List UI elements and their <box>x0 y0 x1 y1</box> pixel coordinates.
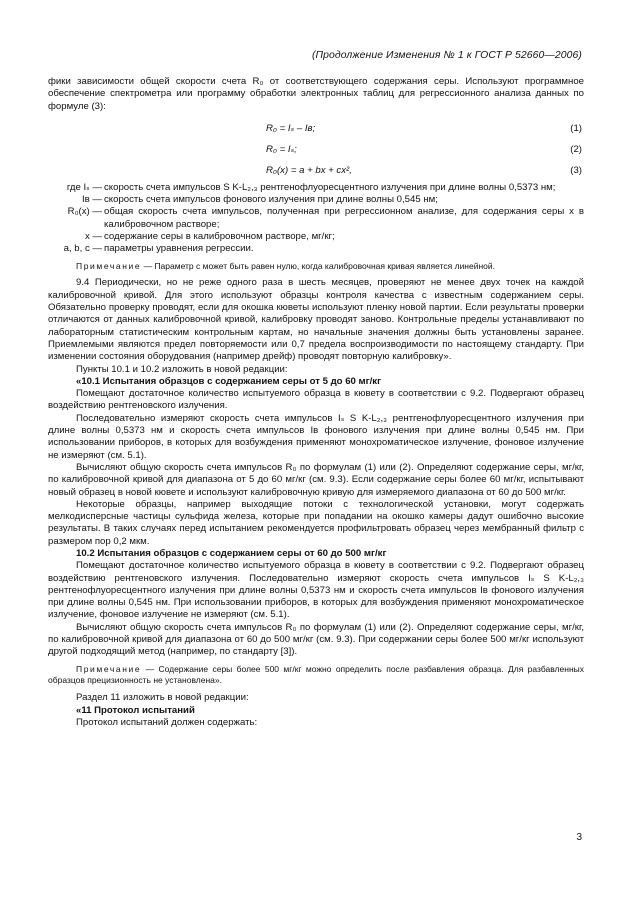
note-text: — Параметр c может быть равен нулю, когда калибровочная кривая является линейной. <box>143 260 496 271</box>
note-label: Примечание <box>76 663 142 674</box>
formula-3 <box>48 161 584 182</box>
paragraph-11-a: Протокол испытаний должен содержать: <box>76 716 258 728</box>
document-body <box>48 76 584 729</box>
amendment-instruction: Пункты 10.1 и 10.2 изложить в новой редакции: <box>76 363 288 375</box>
paragraph-10-1-c: Вычисляют общую скорость счета импульсов R₀ по формулам (1) или (2). Определяют содержание серы, мг/кг, по калибровочной кривой для диапазона от 5 до 60 мг/кг (см. 9.3). Если содержание серы более 60 мг/кг, испытывают новый образец в новой кювете и используют калибровочную кривую для измеряемого диапазона от 60 до 500 мг/кг. <box>48 461 584 498</box>
definition-text: содержание серы в калибровочном растворе, мг/кг; <box>104 231 335 243</box>
formula-expression: R₀(x) = a + bx + cx², <box>266 164 352 176</box>
paragraph-10-1-b: Последовательно измеряют скорость счета импульсов Iₛ S K-L₂,₃ рентгенофлуоресцентного излучения при длине волны 0,5373 нм и скорость счета импульсов Iв фонового излучения при длине волны 0,545 нм. При использовании приборов, в которых для возбуждения применяют монохроматическое излучение, фоновое излучение не измеряют (см. 5.1). <box>48 412 584 461</box>
definition-item <box>48 231 584 243</box>
definition-item <box>48 206 584 231</box>
paragraph-9-4: 9.4 Периодически, но не реже одного раза в шесть месяцев, проверяют не менее двух точек на каждой калибровочной кривой. Для этого используют образцы контроля качества с известным содержанием серы. Обязательно проверку проводят, если для окошка кюветы используют пленку новой партии. Если результаты проверки отличаются от данных калибровочной кривой, калибровку проводят заново. Контрольные пределы устанавливают по лабораторным статистическим контрольным картам, но начальные значения должны быть установлены заранее. Приемлемыми являются предел повторяемости или 0,7 предела воспроизводимости по настоящему стандарту. При изменении состояния оборудования (например дрейф) проводят повторную калибровку». <box>48 277 584 363</box>
definition-text: общая скорость счета импульсов, полученная при регрессионном анализе, для содержания серы x в калибровочном растворе; <box>104 206 584 230</box>
amendment-instruction-11: Раздел 11 изложить в новой редакции: <box>76 692 249 704</box>
formula-number: (1) <box>570 122 582 134</box>
definition-symbol: a, b, c — <box>63 243 102 255</box>
definition-symbol: R₀(x) — <box>67 206 102 218</box>
definition-item <box>48 194 584 206</box>
note-2 <box>48 664 584 688</box>
paragraph-10-1-d: Некоторые образцы, например выходящие потоки с технологической установки, могут содержать мелкодисперсные частицы сульфида железа, которые при попадании на окошко камеры дадут ошибочно высокие результаты. В таких случаях перед испытанием рекомендуется профильтровать образец через мембранный фильтр с размером пор 0,2 мкм. <box>48 498 584 547</box>
definition-text: параметры уравнения регрессии. <box>104 243 254 255</box>
formula-1 <box>48 119 584 140</box>
intro-paragraph: фики зависимости общей скорости счета R₀ от соответствующего содержания серы. Используют программное обеспечение спектрометра или программу обработки электронных таблиц для регрессионного анализа данных по формуле (3): <box>48 76 584 112</box>
formula-expression: R₀ = Iₛ; <box>266 143 297 155</box>
section-heading-10-1: «10.1 Испытания образцов с содержанием серы от 5 до 60 мг/кг <box>76 375 382 387</box>
note-label: Примечание <box>76 260 142 271</box>
section-heading-11: «11 Протокол испытаний <box>76 704 195 716</box>
page-header: (Продолжение Изменения № 1 к ГОСТ Р 52660—2006) <box>311 50 582 61</box>
note-1 <box>48 261 584 273</box>
note-text: — Содержание серы более 500 мг/кг можно определить после разбавления образца. Для разбавленных образцов прецизионность не установлена». <box>48 663 584 686</box>
paragraph-10-2-a: Помещают достаточное количество испытуемого образца в кювету в соответствии с 9.2. Подвергают образец воздействию рентгеновского излучения. Последовательно измеряют скорость счета импульсов Iₛ S K-L₂,₃ рентгенофлуоресцентного излучения при длине волны 0,5373 нм и скорость счета импульсов Iв фонового излучения при длине волны 0,545 нм. При использовании приборов, в которых для возбуждения применяют монохроматическое излучение, фоновое излучение не измеряют (см. 5.1). <box>48 560 584 621</box>
definition-text: скорость счета импульсов фонового излучения при длине волны 0,545 нм; <box>104 194 438 206</box>
definition-symbol: где Iₛ — <box>66 181 102 193</box>
definition-item <box>48 182 584 194</box>
definition-symbol: x — <box>84 231 102 243</box>
formula-number: (2) <box>570 143 582 155</box>
paragraph-10-1-a: Помещают достаточное количество испытуемого образца в кювету в соответствии с 9.2. Подвергают образец воздействию рентгеновского излучения. <box>48 388 584 412</box>
definition-text: скорость счета импульсов S K-L₂,₃ рентгенофлуоресцентного излучения при длине волны 0,5373 нм; <box>104 181 556 193</box>
section-heading-10-2: 10.2 Испытания образцов с содержанием серы от 60 до 500 мг/кг <box>76 548 387 559</box>
formula-expression: R₀ = Iₛ – Iв; <box>266 122 316 134</box>
formula-2 <box>48 140 584 161</box>
definition-item <box>48 243 584 255</box>
definition-symbol: Iв — <box>81 194 102 206</box>
paragraph-10-2-b: Вычисляют общую скорость счета импульсов R₀ по формулам (1) или (2). Определяют содержание серы, мг/кг, по калибровочной кривой для диапазона от 60 до 500 мг/кг (см. 9.3). При содержании серы более 500 мг/кг используют другой подходящий метод (например, по стандарту [3]). <box>48 621 584 658</box>
page-number: 3 <box>576 832 582 843</box>
formula-number: (3) <box>570 164 582 176</box>
